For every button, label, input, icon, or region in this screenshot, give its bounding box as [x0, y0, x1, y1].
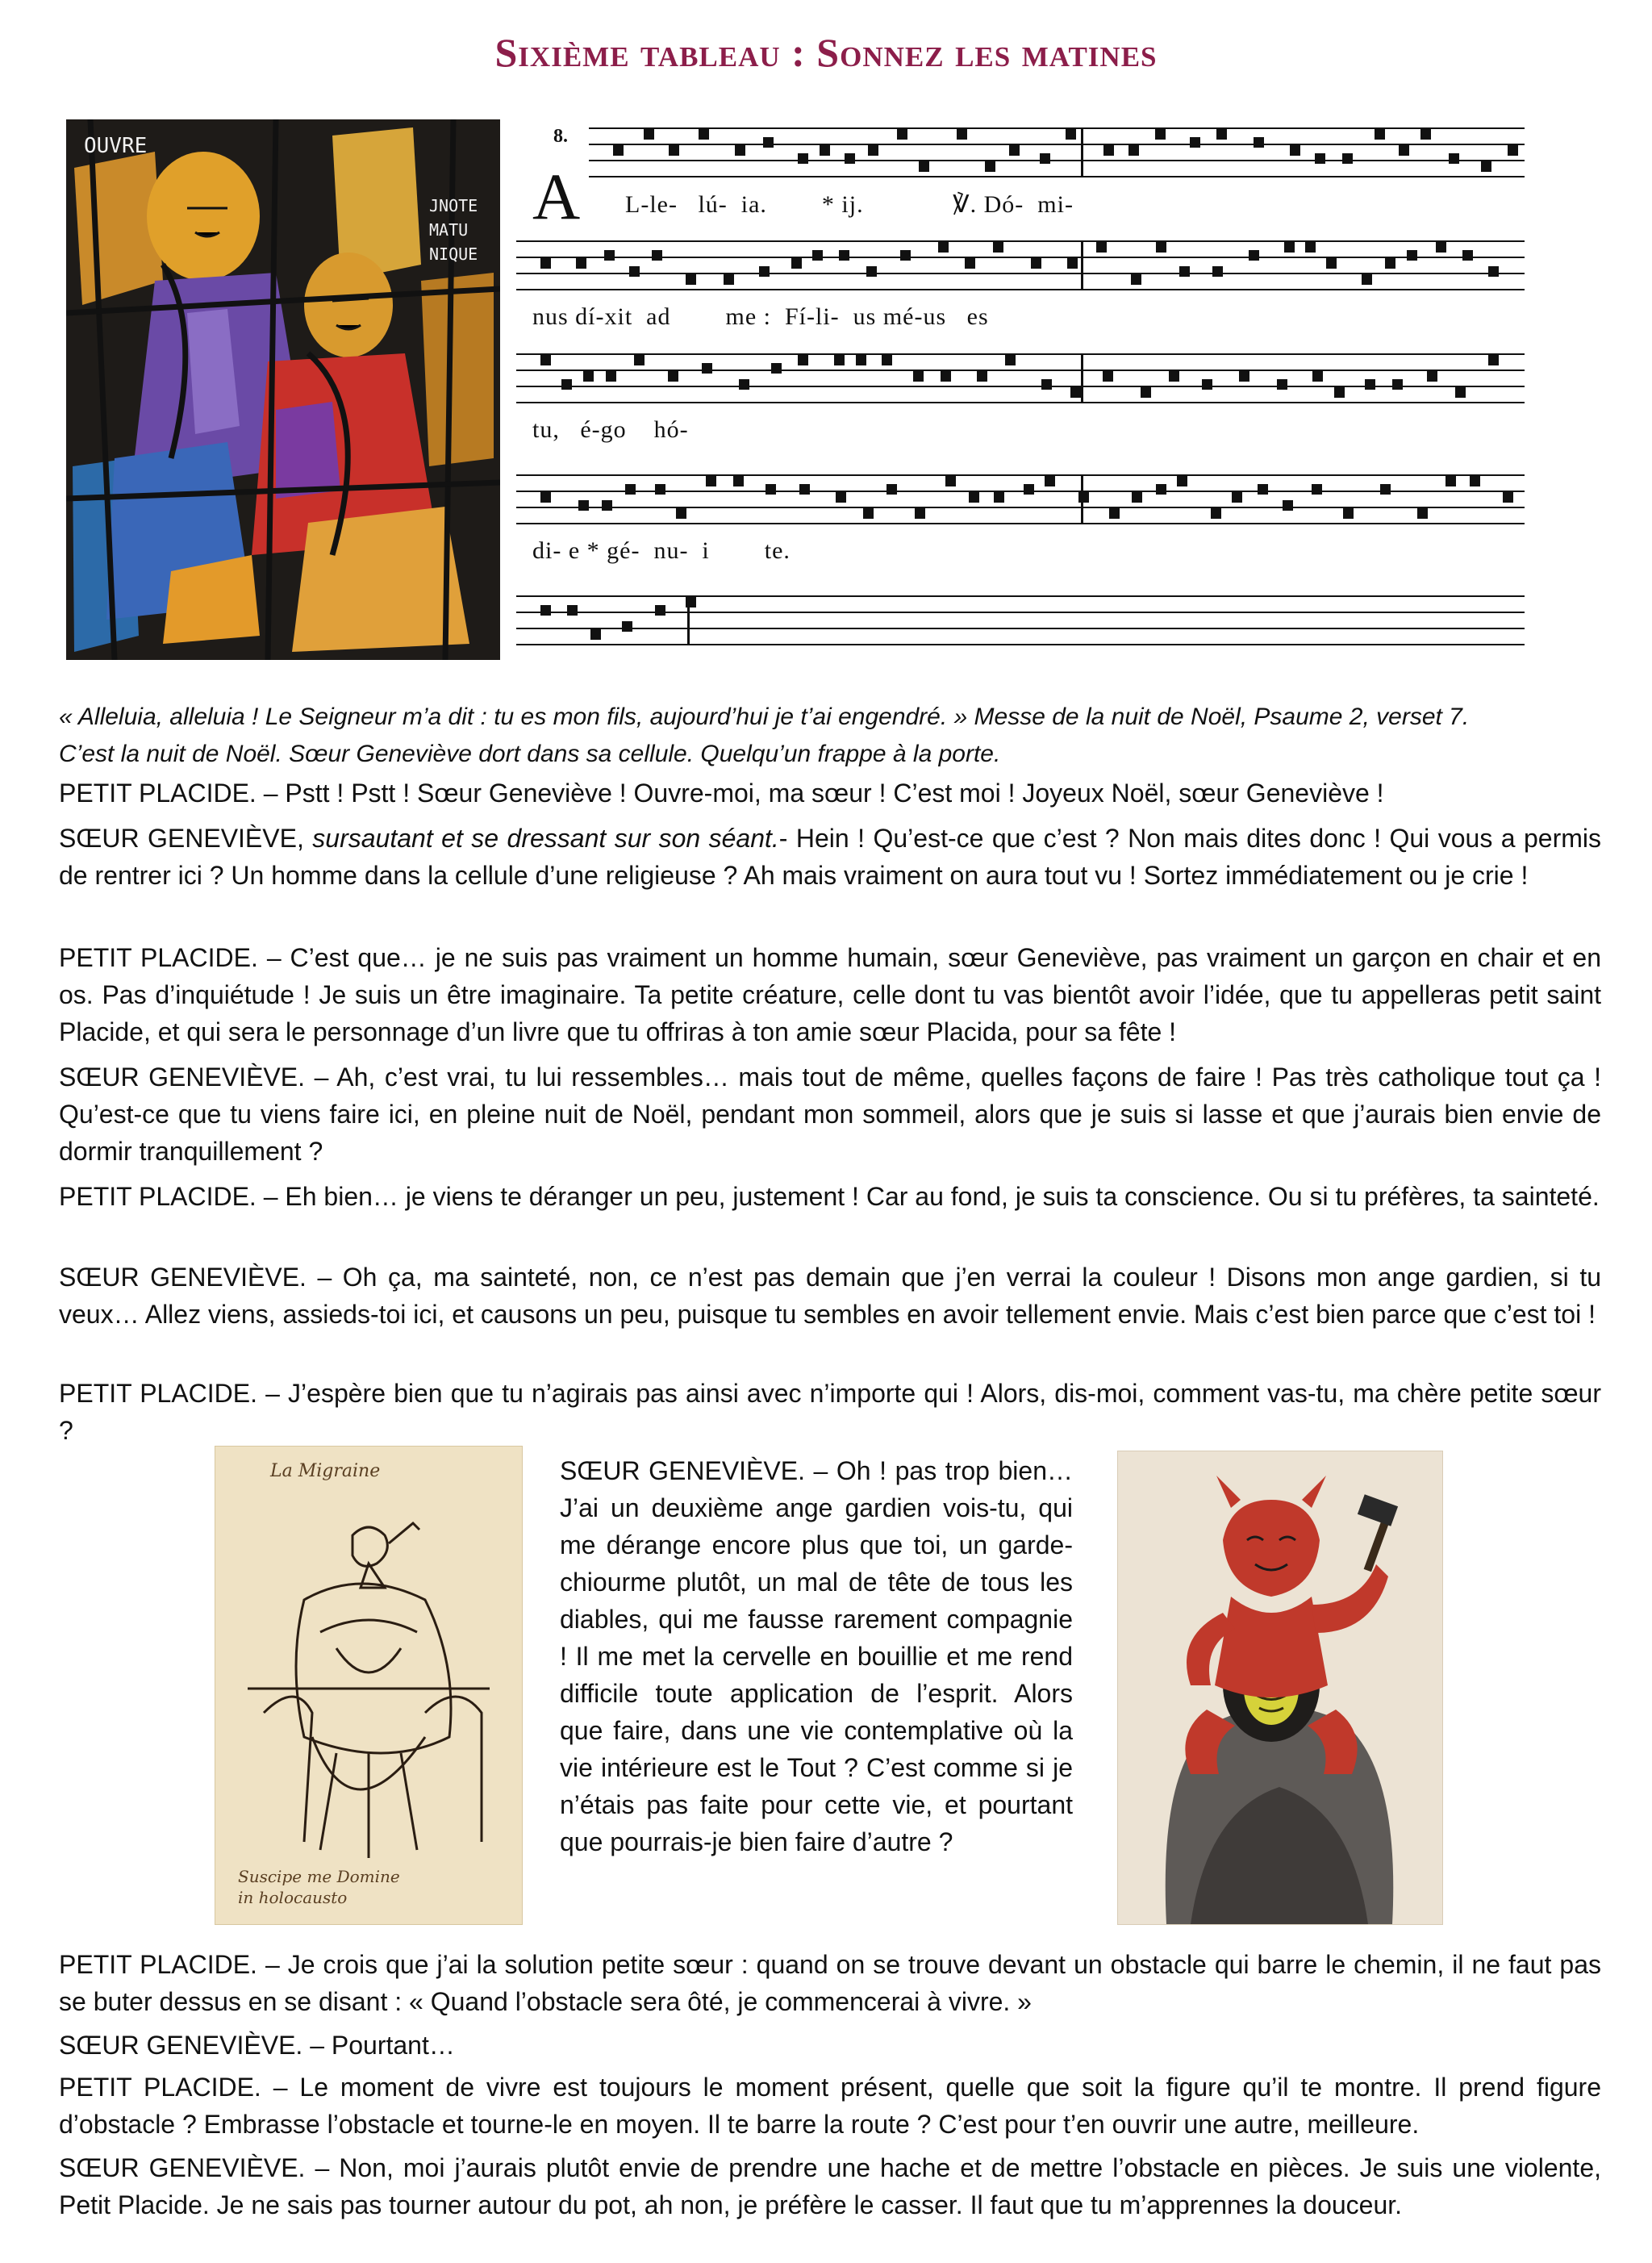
neume-mark	[900, 250, 911, 261]
speaker-name: PETIT PLACIDE.	[59, 1379, 258, 1408]
dialogue-text: – Pstt ! Pstt ! Sœur Geneviève ! Ouvre-moi, ma sœur ! C’est moi ! Joyeux Noël, sœur Geneviève !	[256, 779, 1384, 808]
speaker-name: SŒUR GENEVIÈVE,	[59, 824, 304, 853]
neume-mark	[1141, 387, 1151, 398]
neume-mark	[1312, 484, 1322, 495]
neume-mark	[669, 145, 679, 156]
neume-mark	[798, 153, 808, 164]
neume-mark	[1216, 129, 1227, 140]
lyrics-line-4: di- e * gé- nu- i te.	[532, 537, 791, 564]
dialogue-text: – Le moment de vivre est toujours le moment présent, quelle que soit la figure qu’il te montre. Il prend figure d’obstacle ? Embrasse l’obstacle et tourne-le en moyen. Il te barre la route ? C’est pour t’en ouvrir une autre, meilleure.	[59, 2073, 1602, 2139]
neume-mark	[1508, 145, 1518, 156]
neume-mark	[1277, 379, 1287, 390]
neume-mark	[668, 371, 678, 382]
neume-mark	[613, 145, 624, 156]
neume-mark	[540, 258, 551, 269]
neume-mark	[1066, 129, 1076, 140]
neume-mark	[540, 492, 551, 503]
neume-mark	[897, 129, 907, 140]
neume-mark	[1334, 387, 1345, 398]
neume-mark	[1239, 371, 1249, 382]
chant-number: 8.	[553, 126, 568, 147]
chant-score	[516, 119, 1575, 660]
bar-line	[1081, 240, 1083, 290]
sketch-caption-top: La Migraine	[270, 1461, 381, 1481]
neume-mark	[583, 371, 594, 382]
neume-mark	[957, 129, 967, 140]
neume-mark	[836, 492, 846, 503]
neume-mark	[941, 371, 951, 382]
neume-mark	[706, 476, 716, 486]
speaker-name: PETIT PLACIDE.	[59, 779, 257, 808]
neume-mark	[676, 508, 686, 519]
dialogue-line	[59, 2149, 1601, 2223]
speaker-name: PETIT PLACIDE.	[59, 943, 258, 972]
neume-mark	[1045, 476, 1055, 486]
dialogue-text: – Oh ! pas trop bien… J’ai un deuxième ange gardien vois-tu, qui me dérange encore plus que toi, un garde-chiourme plutôt, un mal de tête de tous les diables, qui me fausse rarement compagnie ! Il me met la cervelle en bouillie et me rend difficile toute application de l’esprit. Alors que faire, dans une vie contemplative où la vie intérieure est le Tout ? C’est comme si je n’étais pas faite pour cette vie, et pourtant que pourrais-je bien faire d’autre ?	[560, 1456, 1074, 1856]
neume-mark	[1009, 145, 1020, 156]
bar-line	[687, 595, 690, 645]
neume-mark	[655, 605, 665, 616]
neume-mark	[1488, 355, 1499, 365]
dialogue-line	[59, 1375, 1601, 1449]
neume-mark	[1315, 153, 1325, 164]
neume-mark	[1284, 242, 1295, 253]
page-title: Sixième tableau : Sonnez les matines	[494, 30, 1158, 75]
neume-mark	[886, 484, 897, 495]
neume-mark	[634, 355, 645, 365]
neume-mark	[812, 250, 823, 261]
stained-glass-label-side: JNOTE MATU NIQUE	[429, 196, 478, 264]
neume-mark	[1156, 484, 1166, 495]
lyrics-line-1: L-le- lú- ia. * ij. ℣. Dó- mi-	[625, 191, 1074, 218]
neume-mark	[1362, 274, 1372, 285]
neume-mark	[965, 258, 975, 269]
neume-mark	[820, 145, 830, 156]
neume-mark	[1392, 379, 1403, 390]
neume-mark	[644, 129, 654, 140]
dialogue-text: – Eh bien… je viens te déranger un peu, justement ! Car au fond, je suis ta conscience. Ou si tu préfères, ta sainteté.	[256, 1182, 1600, 1211]
neume-mark	[739, 379, 749, 390]
neume-mark	[1128, 145, 1139, 156]
neume-mark	[1342, 153, 1353, 164]
neume-mark	[1041, 379, 1052, 390]
neume-mark	[576, 258, 586, 269]
neume-mark	[863, 508, 874, 519]
speaker-name: SŒUR GENEVIÈVE.	[59, 1263, 307, 1292]
neume-mark	[799, 484, 810, 495]
dialogue-line	[59, 1178, 1601, 1215]
neume-mark	[1040, 153, 1050, 164]
neume-mark	[1202, 379, 1212, 390]
neume-mark	[561, 379, 572, 390]
neume-mark	[839, 250, 849, 261]
speaker-name: PETIT PLACIDE.	[59, 1950, 257, 1979]
neume-mark	[578, 500, 589, 511]
neume-mark	[1096, 242, 1107, 253]
neume-mark	[913, 371, 924, 382]
neume-mark	[759, 266, 770, 277]
speaker-name: SŒUR GENEVIÈVE.	[59, 2031, 303, 2060]
speaker-name: SŒUR GENEVIÈVE.	[59, 2153, 306, 2182]
neume-mark	[724, 274, 734, 285]
stage-direction: sursautant et se dressant sur son séant.	[303, 824, 779, 853]
neume-mark	[1365, 379, 1375, 390]
neume-mark	[699, 129, 709, 140]
neume-mark	[1005, 355, 1016, 365]
dialogue-text: – C’est que… je ne suis pas vraiment un homme humain, sœur Geneviève, pas vraiment un garçon en chair et en os. Pas d’inquiétude ! Je suis un être imaginaire. Ta petite créature, celle dont tu vas bientôt avoir l’idée, que tu appelleras petit saint Placide, et qui sera le personnage d’un livre que tu offriras à ton amie sœur Placida, pour sa fête !	[59, 943, 1602, 1046]
neume-mark	[977, 371, 987, 382]
neume-mark	[1503, 492, 1513, 503]
neume-mark	[1375, 129, 1385, 140]
dialogue-text: – Ah, c’est vrai, tu lui ressembles… mais tout de même, quelles façons de faire ! Pas très catholique tout ça ! Qu’est-ce que tu viens faire ici, en pleine nuit de Noël, pendant mon sommeil, alors que je suis si lasse et que j’aurais bien envie de dormir tranquillement ?	[59, 1063, 1602, 1166]
neume-mark	[1109, 508, 1120, 519]
neume-mark	[686, 274, 696, 285]
dialogue-line	[59, 775, 1601, 812]
neume-mark	[1462, 250, 1473, 261]
dialogue-text: – Je crois que j’ai la solution petite sœur : quand on se trouve devant un obstacle qui barre le chemin, il ne faut pas se buter dessus en se disant : « Quand l’obstacle sera ôté, je commencerai à vivre. »	[59, 1950, 1602, 2016]
neume-mark	[540, 355, 551, 365]
neume-mark	[1481, 161, 1491, 172]
neume-mark	[985, 161, 995, 172]
migraine-sketch	[215, 1446, 523, 1925]
neume-mark	[1177, 476, 1187, 486]
dialogue-text: – Pourtant…	[302, 2031, 455, 2060]
dialogue-text: – J’espère bien que tu n’agirais pas ainsi avec n’importe qui ! Alors, dis-moi, comment vas-tu, ma chère petite sœur ?	[59, 1379, 1602, 1445]
neume-mark	[686, 597, 696, 608]
sketch-caption-bottom: Suscipe me Domine in holocausto	[238, 1867, 400, 1907]
neume-mark	[655, 484, 665, 495]
dialogue-text: – Non, moi j’aurais plutôt envie de prendre une hache et de mettre l’obstacle en pièces. Je suis une violente, Petit Placide. Je ne sais pas tourner autour du pot, ah non, je préfère le casser. Il faut que tu m’apprennes la douceur.	[59, 2153, 1602, 2219]
neume-mark	[1283, 500, 1293, 511]
neume-mark	[1190, 137, 1200, 148]
neume-mark	[1169, 371, 1179, 382]
speaker-name: PETIT PLACIDE.	[59, 2073, 261, 2102]
neume-mark	[915, 508, 925, 519]
neume-mark	[856, 355, 866, 365]
neume-mark	[1254, 137, 1264, 148]
dialogue-line	[59, 939, 1601, 1050]
lyrics-line-3: tu, é-go hó-	[532, 416, 689, 443]
neume-mark	[1427, 371, 1437, 382]
neume-mark	[1103, 371, 1113, 382]
dialogue-line	[59, 1058, 1601, 1170]
neume-mark	[1131, 274, 1141, 285]
neume-mark	[629, 266, 640, 277]
neume-mark	[1312, 371, 1323, 382]
neume-mark	[1407, 250, 1417, 261]
neume-mark	[1385, 258, 1395, 269]
neume-mark	[969, 492, 979, 503]
neume-mark	[1249, 250, 1259, 261]
dialogue-line	[59, 820, 1601, 894]
neume-mark	[1455, 387, 1466, 398]
neume-mark	[622, 621, 632, 632]
neume-mark	[945, 476, 956, 486]
dialogue-line	[59, 1259, 1601, 1333]
column-paragraph	[560, 1452, 1073, 1860]
neume-mark	[1212, 266, 1223, 277]
dialogue-text: - Hein ! Qu’est-ce que c’est ? Non mais dites donc ! Qui vous a permis de rentrer ici ? Un homme dans la cellule d’une religieuse ? Ah mais vraiment on aura tout vu ! Sortez immédiatement ou je crie !	[59, 824, 1602, 890]
neume-mark	[625, 484, 636, 495]
neume-mark	[938, 242, 949, 253]
neume-mark	[1070, 387, 1081, 398]
neume-mark	[994, 492, 1004, 503]
neume-mark	[735, 145, 745, 156]
neume-mark	[1155, 129, 1166, 140]
neume-mark	[1417, 508, 1428, 519]
neume-mark	[1232, 492, 1242, 503]
neume-mark	[1078, 492, 1089, 503]
neume-mark	[1132, 492, 1142, 503]
neume-mark	[866, 266, 877, 277]
intro-quote: « Alleluia, alleluia ! Le Seigneur m’a dit : tu es mon fils, aujourd’hui je t’ai engendré. » Messe de la nuit de Noël, Psaume 2, verset 7.	[59, 704, 1470, 730]
devil-sketch	[1117, 1451, 1443, 1925]
neume-mark	[1326, 258, 1337, 269]
bar-line	[1081, 474, 1083, 524]
neume-mark	[733, 476, 744, 486]
neume-mark	[798, 355, 808, 365]
neume-mark	[652, 250, 662, 261]
bar-line	[1081, 127, 1083, 177]
neume-mark	[602, 500, 612, 511]
neume-mark	[1305, 242, 1316, 253]
neume-mark	[1449, 153, 1459, 164]
neume-mark	[1488, 266, 1499, 277]
neume-mark	[882, 355, 892, 365]
lyrics-line-2: nus dí-xit ad me : Fí-li- us mé-us es	[532, 303, 989, 330]
neume-mark	[1399, 145, 1409, 156]
bar-line	[1081, 353, 1083, 403]
neume-mark	[606, 371, 616, 382]
neume-mark	[702, 363, 712, 374]
neume-mark	[919, 161, 929, 172]
neume-mark	[604, 250, 615, 261]
speaker-name: SŒUR GENEVIÈVE.	[560, 1456, 805, 1485]
neume-mark	[1179, 266, 1190, 277]
neume-mark	[993, 242, 1003, 253]
neume-mark	[845, 153, 855, 164]
neume-mark	[1436, 242, 1446, 253]
neume-mark	[791, 258, 802, 269]
neume-mark	[1470, 476, 1480, 486]
neume-mark	[1024, 484, 1034, 495]
neume-mark	[1031, 258, 1041, 269]
neume-mark	[763, 137, 774, 148]
neume-mark	[1211, 508, 1221, 519]
neume-mark	[1420, 129, 1431, 140]
dialogue-line	[59, 2069, 1601, 2143]
neume-mark	[1446, 476, 1456, 486]
neume-mark	[1380, 484, 1391, 495]
neume-mark	[868, 145, 878, 156]
neume-mark	[540, 605, 551, 616]
neume-mark	[1067, 258, 1078, 269]
dialogue-text: – Oh ça, ma sainteté, non, ce n’est pas demain que j’en verrai la couleur ! Disons mon ange gardien, si tu veux… Allez viens, assieds-toi ici, et causons un peu, puisque tu sembles en avoir tellement envie. Mais c’est bien parce que c’est toi !	[59, 1263, 1602, 1329]
neume-mark	[1156, 242, 1166, 253]
speaker-name: SŒUR GENEVIÈVE.	[59, 1063, 306, 1092]
neume-mark	[766, 484, 776, 495]
neume-mark	[834, 355, 845, 365]
migraine-drawing	[215, 1447, 522, 1924]
neume-mark	[1343, 508, 1354, 519]
chant-initial: A	[532, 160, 581, 233]
neume-mark	[1290, 145, 1300, 156]
neume-mark	[771, 363, 782, 374]
neume-mark	[1258, 484, 1268, 495]
dialogue-line	[59, 2027, 1601, 2064]
neume-mark	[567, 605, 578, 616]
speaker-name: PETIT PLACIDE.	[59, 1182, 257, 1211]
stained-glass-image	[66, 119, 500, 660]
neume-mark	[1103, 145, 1114, 156]
neume-mark	[590, 629, 601, 640]
intro-scene: C’est la nuit de Noël. Sœur Geneviève dort dans sa cellule. Quelqu’un frappe à la porte.	[59, 741, 1001, 767]
stained-glass-label-top: OUVRE	[84, 134, 148, 158]
neume-layer	[516, 119, 1575, 660]
dialogue-line	[59, 1946, 1601, 2020]
devil-drawing	[1118, 1451, 1442, 1924]
